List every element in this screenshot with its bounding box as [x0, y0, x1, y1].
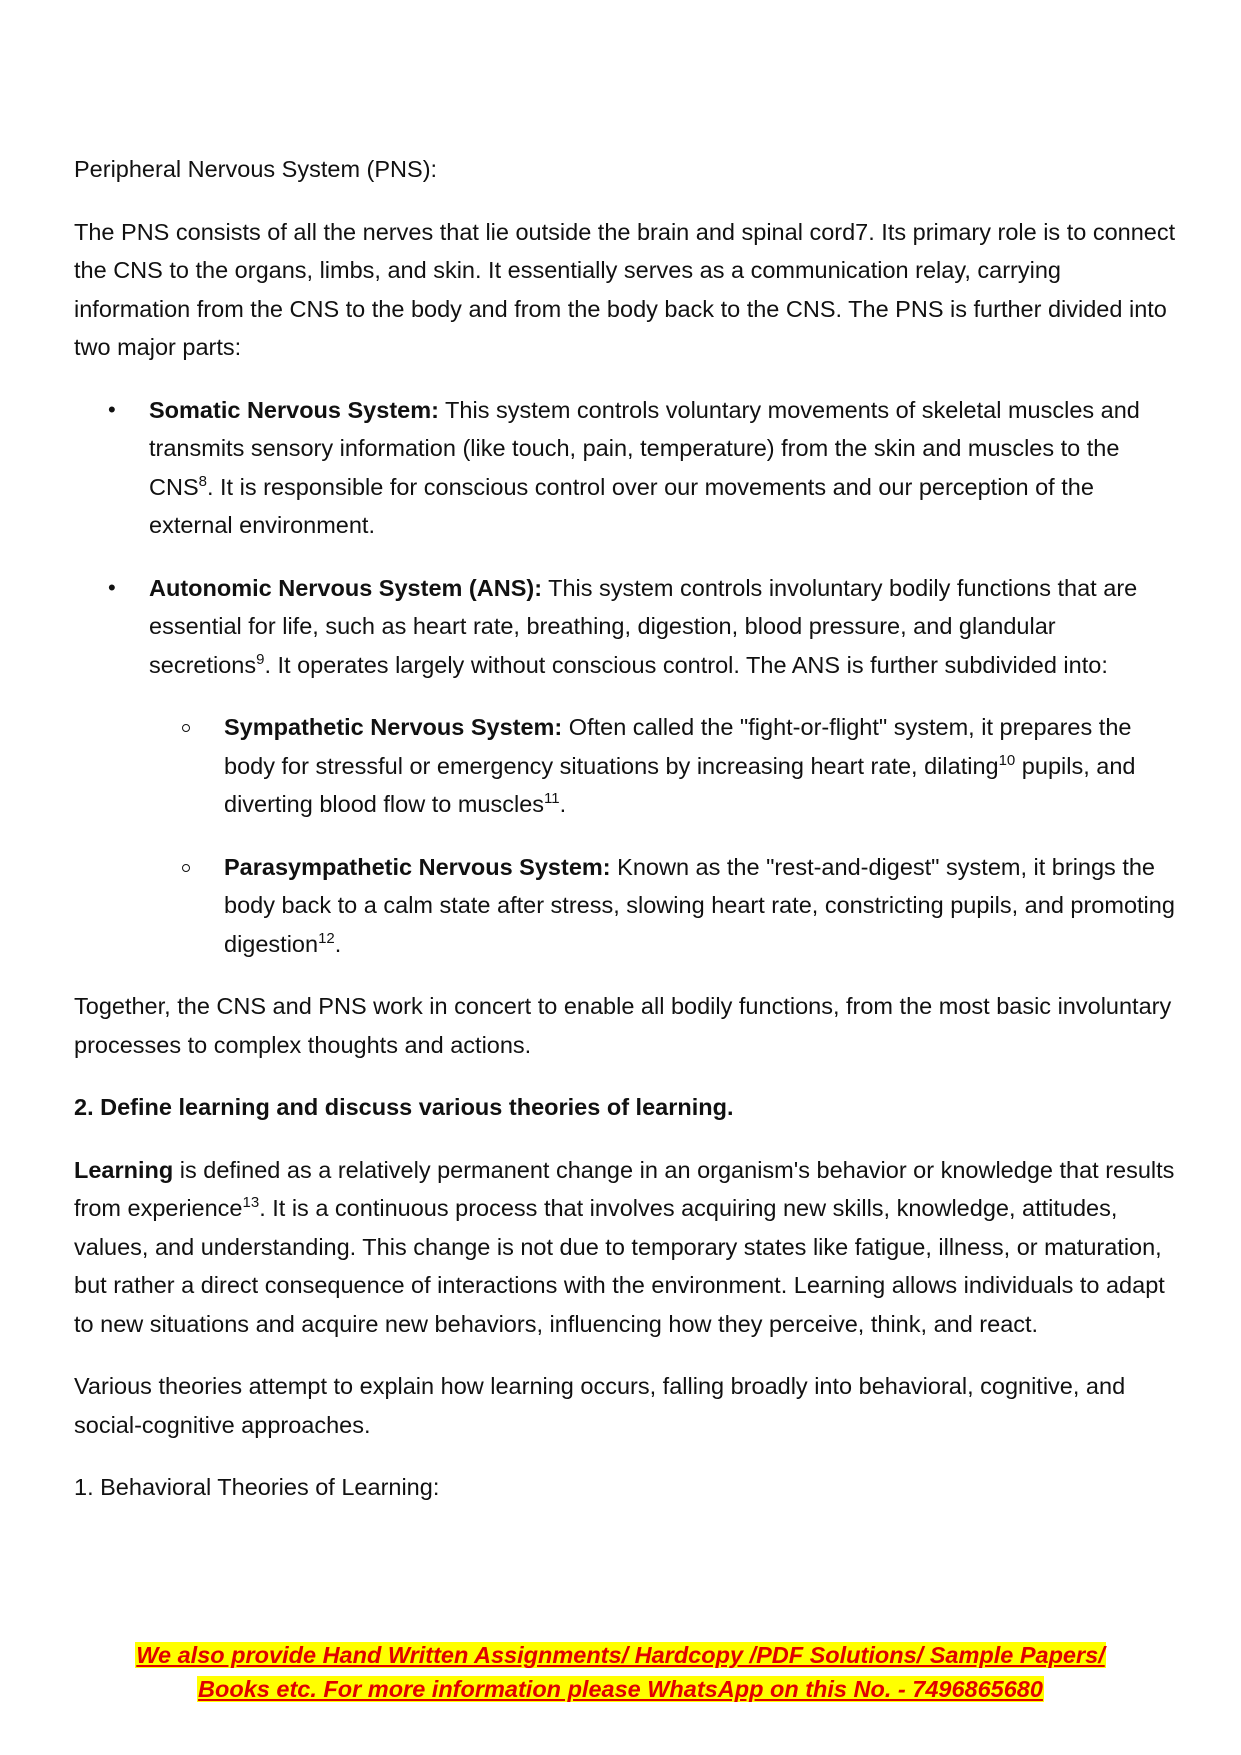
- bullet-icon: •: [108, 574, 116, 600]
- learning-definition-paragraph: [74, 1151, 1179, 1344]
- behavioral-theories-heading: 1. Behavioral Theories of Learning:: [74, 1474, 440, 1500]
- autonomic-text-cont: . It operates largely without conscious control. The ANS is further subdivided into:: [264, 651, 1108, 678]
- footnote-ref: 13: [242, 1194, 260, 1211]
- footnote-ref: 12: [318, 929, 335, 947]
- hollow-bullet-icon: [182, 724, 190, 732]
- promo-line-1: We also provide Hand Written Assignments/ Hardcopy /PDF Solutions/ Sample Papers/: [136, 1642, 1105, 1668]
- footnote-ref: 9: [256, 650, 265, 668]
- learning-text: is defined as a relatively permanent change in an organism's behavior or knowledge that results from experience: [74, 1156, 1175, 1221]
- promo-line-2: Books etc. For more information please WhatsApp on this No. - 7496865680: [198, 1676, 1043, 1702]
- hollow-bullet-icon: [182, 864, 190, 872]
- sympathetic-text: Often called the "fight-or-flight" system, it prepares the body for stressful or emergency situations by increasing heart rate, dilating: [224, 714, 1132, 779]
- question-heading: [74, 1088, 1179, 1127]
- pns-parts-list: [74, 391, 1179, 964]
- parasympathetic-term: Parasympathetic Nervous System:: [224, 853, 611, 880]
- footnote-ref: 10: [998, 751, 1016, 769]
- footnote-ref: 8: [198, 472, 207, 490]
- pns-intro-paragraph: The PNS consists of all the nerves that lie outside the brain and spinal cord7. Its primary role is to connect the CNS to the organs, limbs, and skin. It essentially serves as a communication relay, carrying information from the CNS to the body and from the body back to the CNS. The PNS is further divided into two major parts:: [74, 218, 1176, 360]
- somatic-term: Somatic Nervous System:: [149, 396, 439, 423]
- somatic-text: This system controls voluntary movements of skeletal muscles and transmits sensory information (like touch, pain, temperature) from the skin and muscles to the CNS: [149, 396, 1140, 500]
- somatic-text-cont: . It is responsible for conscious control over our movements and our perception of the external environment.: [149, 473, 1094, 538]
- learning-term: Learning: [74, 1156, 174, 1183]
- ans-subdivision-list: [149, 708, 1179, 963]
- together-paragraph: Together, the CNS and PNS work in concert to enable all bodily functions, from the most basic involuntary processes to complex thoughts and actions.: [74, 993, 1172, 1058]
- question-2-text: 2. Define learning and discuss various theories of learning.: [74, 1094, 734, 1120]
- sympathetic-text-cont: pupils, and diverting blood flow to muscles: [224, 752, 1136, 817]
- list-item-somatic: [74, 391, 1179, 545]
- autonomic-text: This system controls involuntary bodily functions that are essential for life, such as heart rate, breathing, digestion, blood pressure, and glandular secretions: [149, 574, 1138, 678]
- list-item-sympathetic: [149, 708, 1179, 824]
- parasympathetic-text: Known as the "rest-and-digest" system, it brings the body back to a calm state after stress, slowing heart rate, constricting pupils, and promoting digestion: [224, 853, 1175, 957]
- theories-paragraph: Various theories attempt to explain how learning occurs, falling broadly into behavioral, cognitive, and social-cognitive approaches.: [74, 1373, 1126, 1438]
- list-item-parasympathetic: [149, 848, 1179, 964]
- sympathetic-text-end: .: [559, 791, 567, 817]
- promo-footer: [60, 1638, 1181, 1706]
- footnote-ref: 11: [544, 790, 560, 807]
- list-item-autonomic: [74, 569, 1179, 964]
- pns-heading: Peripheral Nervous System (PNS):: [74, 156, 438, 182]
- learning-text-cont: . It is a continuous process that involves acquiring new skills, knowledge, attitudes, values, and understanding. This change is not due to temporary states like fatigue, illness, or maturation, but rather a direct consequence of interactions with the environment. Learning allows individuals to adapt to new situations and acquire new behaviors, influencing how they perceive, think, and react.: [74, 1195, 1165, 1337]
- bullet-icon: •: [108, 396, 116, 422]
- parasympathetic-text-end: .: [334, 930, 342, 957]
- sympathetic-term: Sympathetic Nervous System:: [224, 714, 563, 740]
- autonomic-term: Autonomic Nervous System (ANS):: [149, 574, 543, 601]
- document-body: [74, 150, 1179, 1531]
